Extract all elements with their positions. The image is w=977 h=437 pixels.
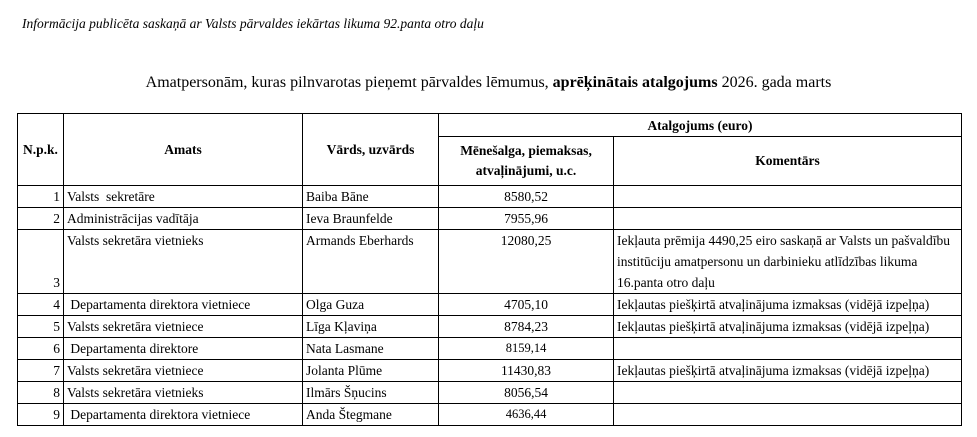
- cell-amats: Departamenta direktora vietniece: [64, 404, 303, 426]
- cell-vards: Nata Lasmane: [303, 338, 439, 360]
- salary-table: [17, 113, 962, 426]
- cell-npk: 6: [18, 338, 64, 360]
- page-title-bold: aprēķinātais atalgojums: [552, 74, 718, 91]
- col-header-amats: Amats: [64, 114, 303, 186]
- cell-value: 7955,96: [439, 208, 614, 230]
- cell-vards: Jolanta Plūme: [303, 360, 439, 382]
- cell-value: 4705,10: [439, 294, 614, 316]
- cell-amats: Valsts sekretāra vietniece: [64, 360, 303, 382]
- cell-komentars: [614, 404, 962, 426]
- table-row: [18, 360, 962, 382]
- cell-npk: 5: [18, 316, 64, 338]
- cell-komentars: [614, 382, 962, 404]
- cell-komentars: Iekļautas piešķirtā atvaļinājuma izmaksas (vidējā izpeļņa): [614, 360, 962, 382]
- cell-npk: 3: [18, 230, 64, 294]
- cell-komentars: [614, 338, 962, 360]
- table-row: [18, 186, 962, 208]
- table-row: [18, 294, 962, 316]
- cell-npk: 8: [18, 382, 64, 404]
- cell-amats: Departamenta direktore: [64, 338, 303, 360]
- legal-disclaimer-text: Informācija publicēta saskaņā ar Valsts pārvaldes iekārtas likuma 92.panta otro daļu: [22, 16, 484, 31]
- header-row-group: [18, 114, 962, 137]
- table-row: [18, 316, 962, 338]
- page-title: [0, 74, 977, 92]
- cell-vards: Baiba Bāne: [303, 186, 439, 208]
- cell-komentars: [614, 208, 962, 230]
- page-title-suffix: 2026. gada marts: [717, 74, 832, 91]
- cell-vards: Olga Guza: [303, 294, 439, 316]
- table-row: [18, 338, 962, 360]
- cell-amats: Administrācijas vadītāja: [64, 208, 303, 230]
- salary-table-header: [18, 114, 962, 186]
- col-header-vards: Vārds, uzvārds: [303, 114, 439, 186]
- table-row: [18, 208, 962, 230]
- table-row: [18, 230, 962, 294]
- cell-amats: Departamenta direktora vietniece: [64, 294, 303, 316]
- cell-amats: Valsts sekretāra vietniece: [64, 316, 303, 338]
- cell-komentars: [614, 186, 962, 208]
- col-header-atalgojums-group: Atalgojums (euro): [439, 114, 962, 137]
- cell-npk: 7: [18, 360, 64, 382]
- cell-value: 8159,14: [439, 338, 614, 360]
- cell-komentars: Iekļautas piešķirtā atvaļinājuma izmaksas (vidējā izpeļņa): [614, 294, 962, 316]
- cell-value: 4636,44: [439, 404, 614, 426]
- cell-value: 12080,25: [439, 230, 614, 294]
- cell-npk: 9: [18, 404, 64, 426]
- cell-value: 8056,54: [439, 382, 614, 404]
- cell-npk: 4: [18, 294, 64, 316]
- cell-value: 11430,83: [439, 360, 614, 382]
- cell-amats: Valsts sekretāra vietnieks: [64, 382, 303, 404]
- cell-value: 8580,52: [439, 186, 614, 208]
- cell-amats: Valsts sekretāra vietnieks: [64, 230, 303, 294]
- col-header-meneshalga: Mēnešalga, piemaksas, atvaļinājumi, u.c.: [439, 137, 614, 186]
- table-row: [18, 382, 962, 404]
- table-row: [18, 404, 962, 426]
- cell-vards: Anda Štegmane: [303, 404, 439, 426]
- col-header-komentars: Komentārs: [614, 137, 962, 186]
- cell-vards: Līga Kļaviņa: [303, 316, 439, 338]
- salary-table-body: [18, 186, 962, 426]
- cell-vards: Armands Eberhards: [303, 230, 439, 294]
- cell-npk: 2: [18, 208, 64, 230]
- cell-vards: Ilmārs Šņucins: [303, 382, 439, 404]
- cell-amats: Valsts sekretāre: [64, 186, 303, 208]
- cell-komentars: Iekļauta prēmija 4490,25 eiro saskaņā ar Valsts un pašvaldību institūciju amatpersonu un darbinieku atlīdzības likuma 16.panta otro daļu: [614, 230, 962, 294]
- page-title-prefix: Amatpersonām, kuras pilnvarotas pieņemt pārvaldes lēmumus,: [145, 74, 553, 91]
- cell-vards: Ieva Braunfelde: [303, 208, 439, 230]
- cell-value: 8784,23: [439, 316, 614, 338]
- cell-komentars: Iekļautas piešķirtā atvaļinājuma izmaksas (vidējā izpeļņa): [614, 316, 962, 338]
- cell-npk: 1: [18, 186, 64, 208]
- col-header-npk: N.p.k.: [18, 114, 64, 186]
